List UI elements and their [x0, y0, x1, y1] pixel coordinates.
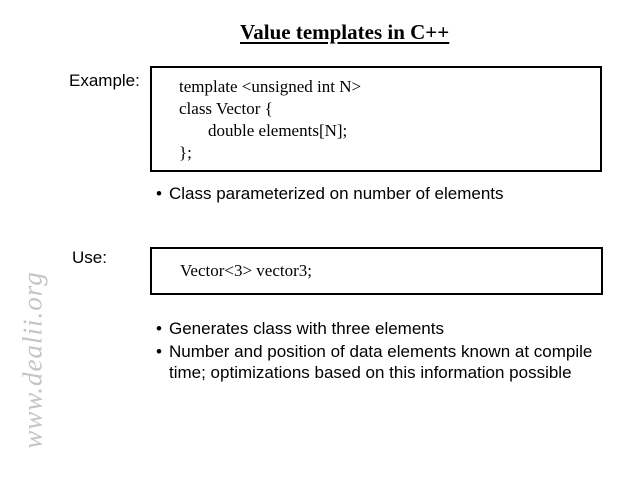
example-code-box: [150, 66, 602, 172]
code-line: double elements[N];: [208, 121, 348, 140]
bullet-dot-icon: •: [156, 341, 162, 361]
bullet-item: [155, 183, 599, 205]
example-bullet-list: [155, 183, 599, 206]
use-code-box: [150, 247, 603, 295]
bullet-item: [155, 341, 599, 384]
use-label: Use:: [72, 248, 107, 267]
bullet-text: Number and position of data elements known at compile time; optimizations based on this information possible: [169, 341, 593, 382]
bullet-text: Generates class with three elements: [169, 319, 444, 338]
code-line: class Vector {: [179, 99, 273, 118]
bullet-dot-icon: •: [156, 184, 162, 203]
slide-title: Value templates in C++: [240, 20, 450, 44]
bullet-text: Class parameterized on number of elements: [169, 184, 504, 203]
watermark-text: www.dealii.org: [17, 271, 48, 449]
code-line: };: [179, 143, 192, 162]
bullet-item: [155, 318, 599, 340]
bullet-dot-icon: •: [156, 319, 162, 338]
example-label: Example:: [69, 71, 140, 90]
code-line: Vector<3> vector3;: [180, 261, 312, 280]
use-bullet-list: [155, 318, 599, 385]
code-line: template <unsigned int N>: [179, 77, 362, 96]
